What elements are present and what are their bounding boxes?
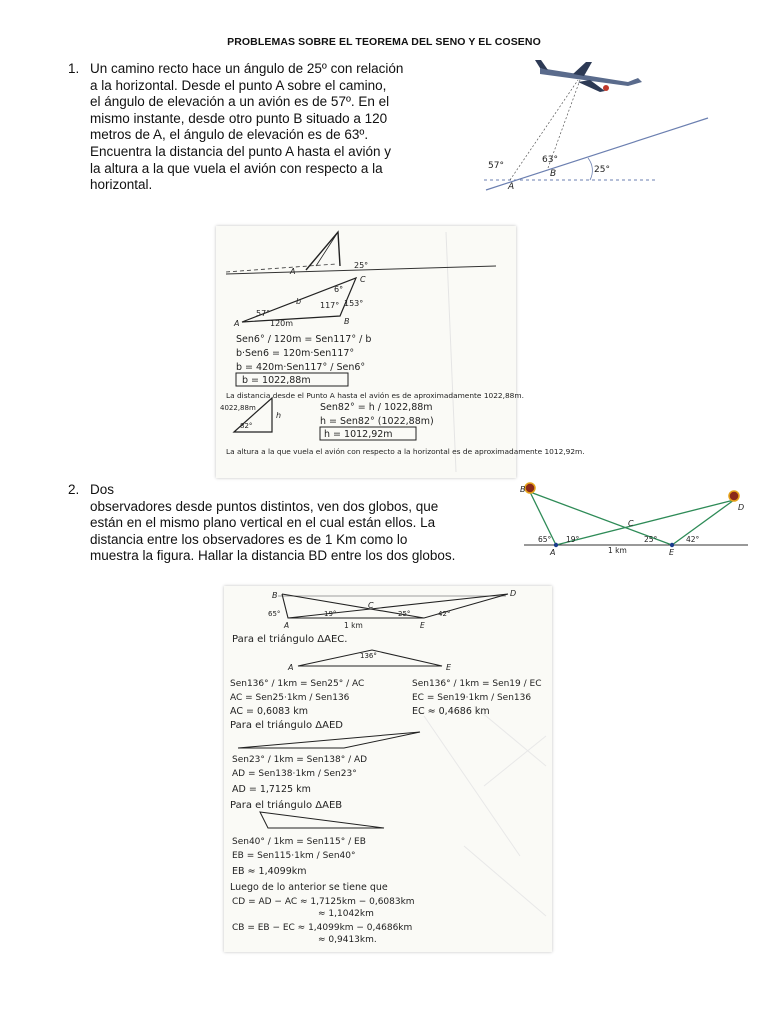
problem-2-number: 2. xyxy=(68,482,80,497)
problem-2-statement xyxy=(90,482,492,565)
problem-2-line: observadores desde puntos distintos, ven dos globos, que xyxy=(90,498,439,514)
angle-65-label: 65° xyxy=(538,535,552,544)
hw-point-b: B xyxy=(344,317,350,326)
label-d: D xyxy=(738,503,745,512)
hw-angle-57: 57° xyxy=(256,309,271,318)
sight-line-a xyxy=(510,80,578,180)
hw-eq4: Sen82° = h / 1022,88m xyxy=(320,402,433,413)
angle-25-label: 25° xyxy=(644,535,658,544)
hw2-res2: EC ≈ 0,4686 km xyxy=(412,706,490,717)
hw-result-h: h = 1012,92m xyxy=(324,429,393,440)
problem-1-line: Un camino recto hace un ángulo de 25º con relación xyxy=(90,61,404,76)
hw-angle-25: 25° xyxy=(354,261,369,270)
hw2-eq1: Sen136° / 1km = Sen25° / AC xyxy=(230,679,365,689)
road-line xyxy=(486,118,708,190)
hw-label-h: h xyxy=(276,411,282,420)
hw2-eq10: ≈ 1,1042km xyxy=(318,909,374,919)
hw-label-a: A xyxy=(290,267,296,276)
hw2-top-e: E xyxy=(420,621,425,630)
hw2-eq11: CB = EB − EC ≈ 1,4099km − 0,4686km xyxy=(232,923,413,933)
hw2-eq5: Sen23° / 1km = Sen138° / AD xyxy=(232,755,368,765)
problem-2-line: muestra la figura. Hallar la distancia BD entre los dos globos. xyxy=(90,548,456,564)
hw2-heading-1: Para el triángulo ΔAEC. xyxy=(232,634,348,645)
hw2-aec-a: A xyxy=(288,663,294,672)
hw-result-b: b = 1022,88m xyxy=(242,375,311,386)
hw2-heading-2: Para el triángulo ΔAED xyxy=(230,720,343,731)
hw-conclusion-2: La altura a la que vuela el avión con respecto a la horizontal es de aproximadamente 1012,92m. xyxy=(226,447,585,456)
point-a-label: A xyxy=(508,182,515,192)
distance-label: 1 km xyxy=(608,546,627,555)
handwritten-solution-1 xyxy=(216,226,585,478)
hw2-eq9: CD = AD − AC ≈ 1,7125km − 0,6083km xyxy=(232,897,415,907)
hw2-heading-4: Luego de lo anterior se tiene que xyxy=(230,882,388,893)
hw-angle-153: 153° xyxy=(344,299,364,308)
label-b: B xyxy=(520,485,526,494)
hw2-eq3: AC = Sen25·1km / Sen136 xyxy=(230,693,350,703)
hw-label-c: C xyxy=(360,275,366,284)
hw2-top-d: D xyxy=(510,589,517,598)
hw2-eq7: Sen40° / 1km = Sen115° / EB xyxy=(232,837,366,847)
hw2-top-c: C xyxy=(368,601,374,610)
hw2-eq2: Sen136° / 1km = Sen19 / EC xyxy=(412,679,542,689)
balloon-b-icon xyxy=(525,483,535,493)
problem-1-line: horizontal. xyxy=(90,177,153,193)
balloon-d-icon xyxy=(729,491,739,501)
problem-1-line: Encuentra la distancia del punto A hasta el avión y xyxy=(90,143,391,159)
problem-1-number: 1. xyxy=(68,61,80,76)
hw2-eq4: EC = Sen19·1km / Sen136 xyxy=(412,693,532,703)
hw2-top-b: B xyxy=(272,591,278,600)
angle-a-label: 57° xyxy=(488,161,504,171)
hw2-top-1km: 1 km xyxy=(344,621,363,630)
problem-2-line: Dos xyxy=(90,482,115,497)
hw-eq1: Sen6° / 120m = Sen117° / b xyxy=(236,334,372,345)
hw-eq2: b·Sen6 = 120m·Sen117° xyxy=(236,348,355,359)
hw2-heading-3: Para el triángulo ΔAEB xyxy=(230,800,343,811)
hw2-angle-136: 136° xyxy=(360,652,377,660)
angle-b-label: 63° xyxy=(542,155,558,165)
hw-label-b-side: b xyxy=(296,297,302,306)
hw-point-a: A xyxy=(234,319,240,328)
page-title: PROBLEMAS SOBRE EL TEOREMA DEL SENO Y EL COSENO xyxy=(227,36,541,48)
hw2-eq8: EB = Sen115·1km / Sen40° xyxy=(232,851,356,861)
hw2-res1: AC = 0,6083 km xyxy=(230,706,308,717)
hw2-top-42: 42° xyxy=(438,610,451,618)
hw-conclusion-1: La distancia desde el Punto A hasta el avión es de aproximadamente 1022,88m. xyxy=(226,391,524,400)
hw2-top-25: 25° xyxy=(398,610,411,618)
balloons-diagram xyxy=(512,478,752,558)
problem-1-line: mismo instante, desde otro punto B situado a 120 xyxy=(90,110,388,126)
airplane-diagram xyxy=(478,58,710,194)
label-e: E xyxy=(669,548,675,557)
angle-42-label: 42° xyxy=(686,535,700,544)
angle-19-label: 19° xyxy=(566,535,580,544)
hw-eq5: h = Sen82° (1022,88m) xyxy=(320,416,434,427)
hw-eq3: b = 420m·Sen117° / Sen6° xyxy=(236,362,366,373)
hw2-top-65: 65° xyxy=(268,610,281,618)
problem-1-line: metros de A, el ángulo de elevación es de 63º. xyxy=(90,127,369,143)
hw-side-120: 120m xyxy=(270,319,294,328)
hw-angle-117: 117° xyxy=(320,301,340,310)
angle-arc-road xyxy=(588,158,592,180)
hw2-res4: EB ≈ 1,4099km xyxy=(232,866,307,877)
problem-1-line: la altura a la que vuela el avión con respecto a la xyxy=(90,160,383,176)
problem-1-line: el ángulo de elevación a un avión es de 57º. En el xyxy=(90,94,390,110)
handwritten-solution-2 xyxy=(224,586,552,952)
problem-2-line: están en el mismo plano vertical en el cual están ellos. La xyxy=(90,515,436,531)
label-c: C xyxy=(628,519,634,528)
hw2-res3: AD = 1,7125 km xyxy=(232,784,311,795)
angle-road-label: 25° xyxy=(594,165,610,175)
hw2-top-19: 19° xyxy=(324,610,337,618)
hw-side-b-value: 4022,88m xyxy=(220,404,256,412)
hw-angle-82: 82° xyxy=(240,422,253,430)
point-b-label: B xyxy=(550,169,557,179)
airplane-icon xyxy=(535,60,642,92)
label-a: A xyxy=(550,548,556,557)
hw2-eq12: ≈ 0,9413km. xyxy=(318,935,377,945)
hw2-aec-e: E xyxy=(446,663,452,672)
hw-angle-6: 6° xyxy=(334,285,344,294)
problem-1-statement xyxy=(90,61,432,194)
hw2-eq6: AD = Sen138·1km / Sen23° xyxy=(232,769,357,779)
hw2-top-a: A xyxy=(284,621,290,630)
problem-1-line: a la horizontal. Desde el punto A sobre el camino, xyxy=(90,77,387,93)
problem-2-line: distancia entre los observadores es de 1 Km como lo xyxy=(90,531,408,547)
